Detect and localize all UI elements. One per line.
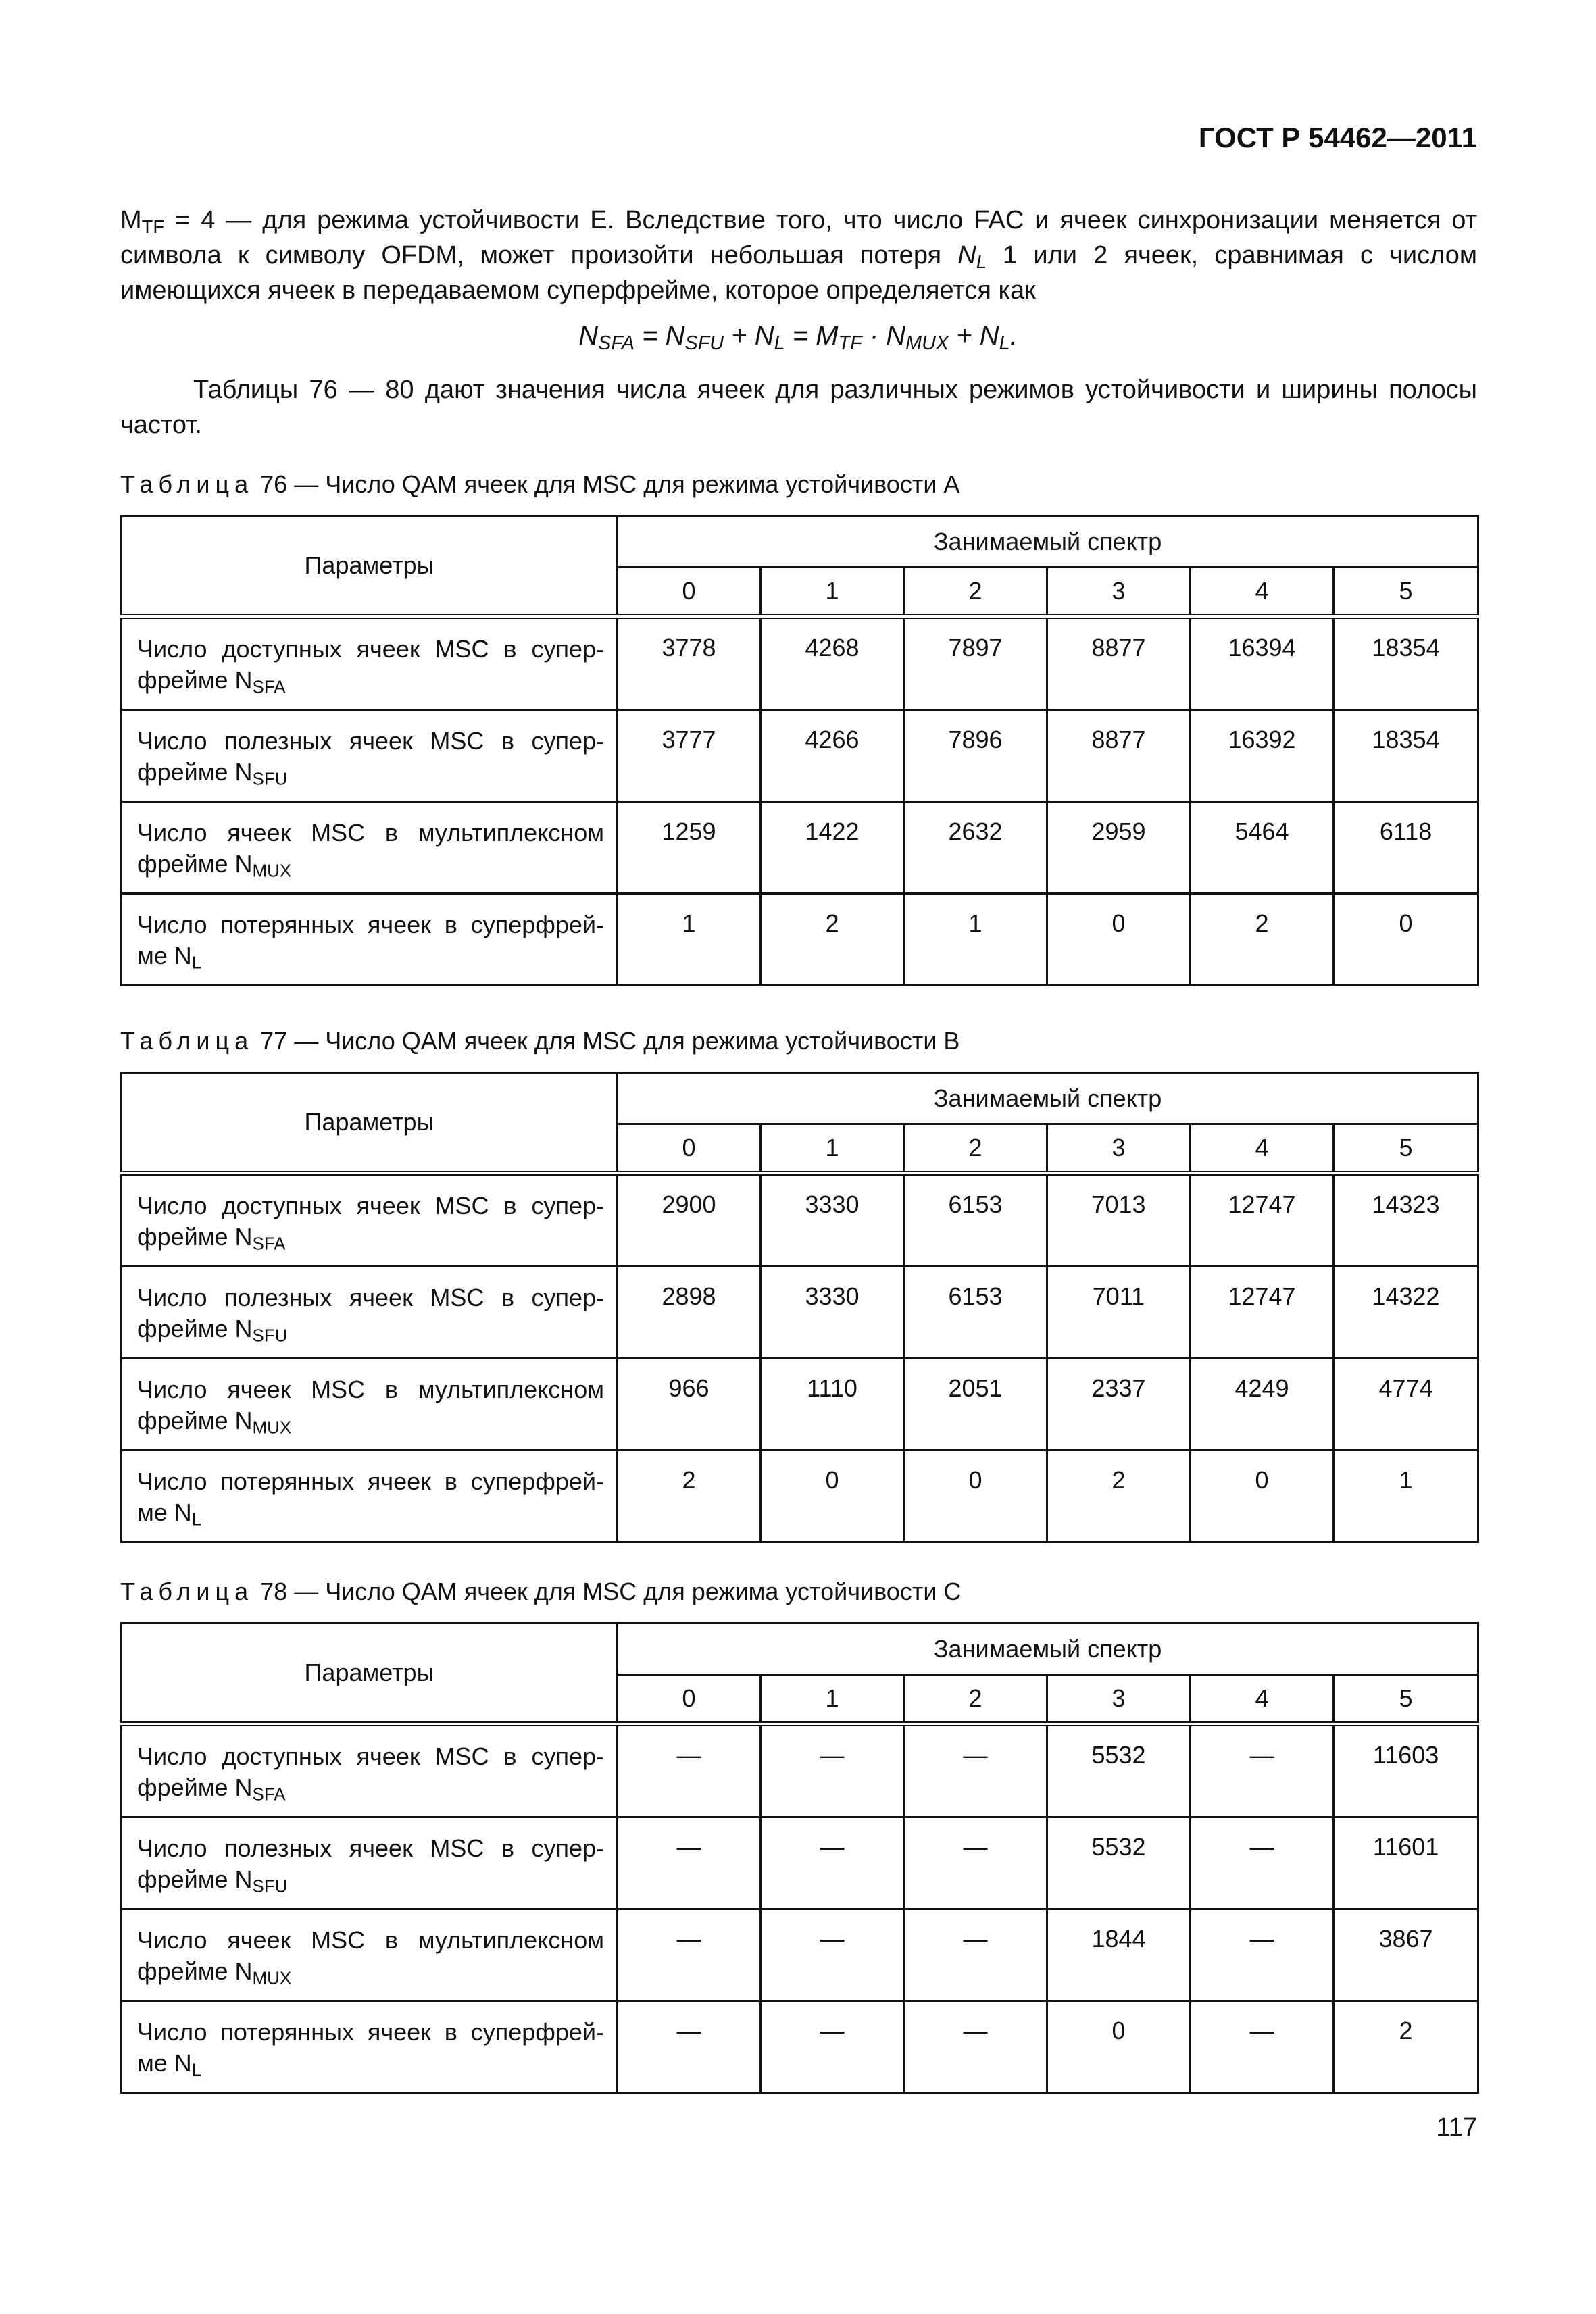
table-cell: — [618,2001,761,2093]
column-header: 0 [618,568,761,617]
column-header: 4 [1191,1675,1334,1724]
row-label: Число потерянных ячеек в суперфрей-ме $N_L$ [122,1451,618,1542]
page-number: 117 [1436,2113,1477,2142]
header-occupied-spectrum: Занимаемый спектр [618,1624,1478,1675]
column-header: 5 [1334,1675,1478,1724]
table-cell: 12747 [1191,1267,1334,1359]
header-parameters: Параметры [122,516,618,617]
table-cell: — [618,1817,761,1909]
table-cell: — [761,1909,904,2001]
table-cell: 8877 [1047,710,1191,802]
table-cell: 3867 [1334,1909,1478,2001]
column-header: 4 [1191,568,1334,617]
table-row [122,1174,1478,1267]
column-header: 1 [761,1675,904,1724]
table-cell: 1 [618,894,761,986]
table-cell: 966 [618,1359,761,1451]
table-cell: 18354 [1334,617,1478,710]
table-cell: 4249 [1191,1359,1334,1451]
column-header: 2 [904,1124,1047,1174]
table-cell: 2 [1334,2001,1478,2093]
table-cell: 7013 [1047,1174,1191,1267]
row-label: Число полезных ячеек MSC в супер-фрейме $N_{SFU}$ [122,710,618,802]
table-cell: — [904,1909,1047,2001]
table-row [122,2001,1478,2093]
column-header: 3 [1047,1675,1191,1724]
column-header: 0 [618,1675,761,1724]
table-row [122,1267,1478,1359]
table-cell: 0 [1047,894,1191,986]
table-cell: 1422 [761,802,904,894]
table-cell: 14322 [1334,1267,1478,1359]
column-header: 0 [618,1124,761,1174]
table-cell: — [1191,2001,1334,2093]
table-cell: — [904,2001,1047,2093]
table-cell: 2959 [1047,802,1191,894]
row-label: Число ячеек MSC в мультиплексном фрейме $N_{MUX}$ [122,802,618,894]
table-cell: — [904,1724,1047,1817]
table-caption: Таблица 78 — Число QAM ячеек для MSC для режима устойчивости С [120,1578,962,1605]
intro-text-b: 1 или 2 ячеек, сравнимая с числом имеющихся ячеек в передаваемом суперфрейме, которое определяется как [120,241,1477,305]
table-cell: 4268 [761,617,904,710]
table-cell: — [618,1909,761,2001]
table-cell: — [618,1724,761,1817]
table-cell: — [761,2001,904,2093]
table-cell: 16394 [1191,617,1334,710]
table-cell: 2898 [618,1267,761,1359]
table-cell: 3778 [618,617,761,710]
column-header: 4 [1191,1124,1334,1174]
table-caption: Таблица 77 — Число QAM ячеек для MSC для режима устойчивости В [120,1027,960,1055]
data-table [120,1622,1479,2094]
table-cell: 0 [761,1451,904,1542]
column-header: 5 [1334,1124,1478,1174]
table-cell: — [904,1817,1047,1909]
tables-intro-paragraph: Таблицы 76 — 80 дают значения числа ячеек для различных режимов устойчивости и ширины полосы частот. [120,376,1477,439]
row-label: Число ячеек MSC в мультиплексном фрейме $N_{MUX}$ [122,1909,618,2001]
table-cell: 5464 [1191,802,1334,894]
header-occupied-spectrum: Занимаемый спектр [618,516,1478,568]
table-cell: 14323 [1334,1174,1478,1267]
table-cell: 1 [1334,1451,1478,1542]
table-cell: 6153 [904,1174,1047,1267]
table-cell: 1 [904,894,1047,986]
column-header: 2 [904,1675,1047,1724]
table-row [122,1359,1478,1451]
document-header: ГОСТ Р 54462—2011 [1198,122,1477,153]
row-label: Число полезных ячеек MSC в супер-фрейме $N_{SFU}$ [122,1267,618,1359]
table-cell: 2337 [1047,1359,1191,1451]
table-cell: — [1191,1817,1334,1909]
table-cell: 8877 [1047,617,1191,710]
header-parameters: Параметры [122,1073,618,1174]
table-cell: 0 [1047,2001,1191,2093]
intro-text-a: = 4 — для режима устойчивости E. Вследствие того, что число FAC и ячеек синхронизации меняется от символа к символу OFDM, может произойти небольшая потеря [120,206,1477,270]
table-cell: 2 [1191,894,1334,986]
table-cell: 2051 [904,1359,1047,1451]
mtf-subscript: TF [141,216,165,237]
table-cell: 2 [618,1451,761,1542]
table-cell: 1110 [761,1359,904,1451]
row-label: Число доступных ячеек MSC в супер-фрейме $N_{SFA}$ [122,617,618,710]
table-row [122,1451,1478,1542]
table-row [122,1724,1478,1817]
table-caption: Таблица 76 — Число QAM ячеек для MSC для режима устойчивости А [120,470,960,498]
table-cell: 12747 [1191,1174,1334,1267]
table-cell: 4266 [761,710,904,802]
column-header: 1 [761,568,904,617]
intro-paragraph [120,203,1477,308]
table-cell: 1844 [1047,1909,1191,2001]
table-cell: — [761,1817,904,1909]
row-label: Число доступных ячеек MSC в супер-фрейме $N_{SFA}$ [122,1724,618,1817]
table-cell: 5532 [1047,1724,1191,1817]
row-label: Число полезных ячеек MSC в супер-фрейме $N_{SFU}$ [122,1817,618,1909]
table-cell: 0 [904,1451,1047,1542]
table-row [122,617,1478,710]
table-row [122,1817,1478,1909]
nl-symbol: N [957,241,976,270]
table-row [122,1909,1478,2001]
header-parameters: Параметры [122,1624,618,1724]
table-cell: 0 [1334,894,1478,986]
column-header: 1 [761,1124,904,1174]
data-table [120,515,1479,986]
header-occupied-spectrum: Занимаемый спектр [618,1073,1478,1124]
table-row [122,894,1478,986]
table-cell: 11603 [1334,1724,1478,1817]
table-cell: 7896 [904,710,1047,802]
table-cell: 11601 [1334,1817,1478,1909]
row-label: Число потерянных ячеек в суперфрей-ме $N_L$ [122,894,618,986]
table-cell: 16392 [1191,710,1334,802]
table-cell: 4774 [1334,1359,1478,1451]
data-table [120,1072,1479,1543]
table-cell: 3330 [761,1174,904,1267]
table-row [122,710,1478,802]
table-cell: 7897 [904,617,1047,710]
table-cell: 2900 [618,1174,761,1267]
table-cell: 5532 [1047,1817,1191,1909]
column-header: 3 [1047,1124,1191,1174]
nl-subscript: L [976,251,987,272]
table-cell: — [1191,1724,1334,1817]
row-label: Число потерянных ячеек в суперфрей-ме $N_L$ [122,2001,618,2093]
mtf-symbol: M [120,206,142,234]
table-cell: — [761,1724,904,1817]
table-cell: 1259 [618,802,761,894]
column-header: 3 [1047,568,1191,617]
table-cell: 6118 [1334,802,1478,894]
table-cell: 2 [1047,1451,1191,1542]
table-cell: 7011 [1047,1267,1191,1359]
row-label: Число ячеек MSC в мультиплексном фрейме $N_{MUX}$ [122,1359,618,1451]
row-label: Число доступных ячеек MSC в супер-фрейме $N_{SFA}$ [122,1174,618,1267]
column-header: 2 [904,568,1047,617]
column-header: 5 [1334,568,1478,617]
formula: $N_{SFA} = N_{SFU} + N_L = M_{TF} \cdot N_{MUX} + N_L$. [578,321,1018,355]
table-cell: 2 [761,894,904,986]
table-cell: 6153 [904,1267,1047,1359]
table-cell: 18354 [1334,710,1478,802]
table-cell: 2632 [904,802,1047,894]
table-cell: 0 [1191,1451,1334,1542]
table-row [122,802,1478,894]
table-cell: — [1191,1909,1334,2001]
table-cell: 3330 [761,1267,904,1359]
table-cell: 3777 [618,710,761,802]
